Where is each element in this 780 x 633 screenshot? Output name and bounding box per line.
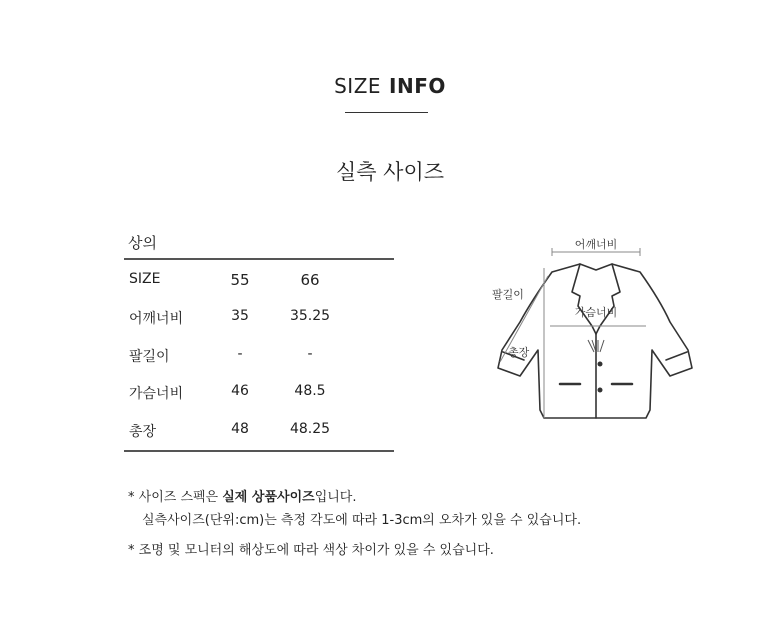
note-text: * 사이즈 스펙은 (128, 490, 223, 505)
value-66: - (307, 346, 313, 362)
table-top-rule (124, 258, 394, 260)
note-color: * 조명 및 모니터의 해상도에 따라 색상 차이가 있을 수 있습니다. (128, 543, 494, 558)
table-bottom-rule (124, 450, 394, 452)
table-header-row (124, 261, 394, 299)
title-info: INFO (389, 74, 446, 98)
chest-label: 가슴너비 (574, 306, 618, 319)
value-66: 35.25 (289, 308, 331, 324)
length-label: 총장 (508, 346, 530, 359)
size-55-header: 55 (230, 271, 250, 289)
row-label: 총장 (129, 424, 157, 440)
value-55: 48 (231, 421, 249, 437)
page-title (0, 74, 780, 98)
note-text: 입니다. (314, 490, 357, 505)
size-66-header: 66 (300, 271, 320, 289)
button-bottom (598, 388, 603, 393)
shoulder-label: 어깨너비 (574, 238, 618, 251)
jacket-diagram (480, 232, 710, 442)
button-top (598, 362, 603, 367)
row-label: 팔길이 (129, 349, 170, 365)
value-66: 48.5 (294, 383, 326, 399)
note-spec (128, 486, 357, 505)
title-underline (345, 112, 428, 113)
sleeve-label: 팔길이 (492, 288, 524, 301)
table-row (124, 373, 394, 411)
category-label: 상의 (128, 234, 157, 252)
table-row (124, 336, 394, 374)
table-row (124, 298, 394, 336)
size-header-label: SIZE (129, 271, 161, 287)
value-55: 46 (231, 383, 249, 399)
value-55: - (237, 346, 243, 362)
value-66: 48.25 (289, 421, 331, 437)
note-tolerance: 실측사이즈(단위:cm)는 측정 각도에 따라 1-3cm의 오차가 있을 수 있습니다. (142, 513, 582, 528)
right-cuff (666, 352, 687, 360)
jacket-body-outline (498, 264, 692, 418)
row-label: 가슴너비 (129, 386, 184, 402)
value-55: 35 (231, 308, 249, 324)
left-lapel (572, 264, 596, 334)
title-size: SIZE (334, 74, 382, 98)
note-emphasis: 실제 상품사이즈 (222, 490, 315, 505)
section-title: 실측 사이즈 (335, 160, 445, 184)
table-row (124, 411, 394, 449)
row-label: 어깨너비 (129, 311, 184, 327)
right-lapel (596, 264, 620, 334)
